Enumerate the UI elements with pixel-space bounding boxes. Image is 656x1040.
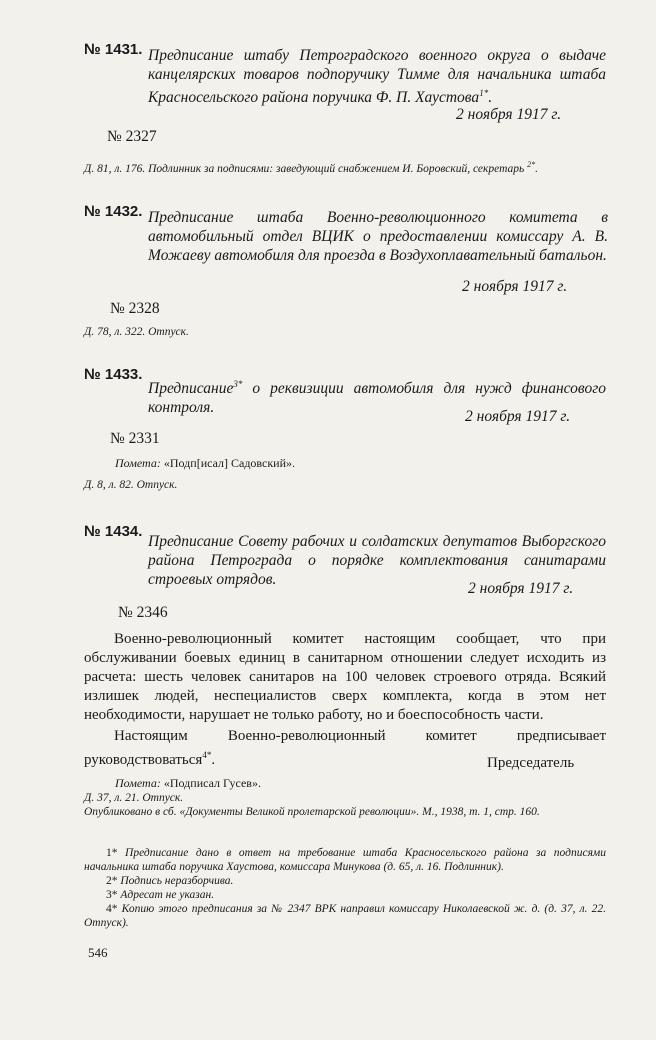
doc-1433-date: 2 ноября 1917 г. [465, 408, 571, 425]
doc-1432-number: № 1432. [84, 203, 143, 220]
doc-1432-reg-number: № 2328 [110, 300, 160, 317]
doc-1433-source: Д. 8, л. 82. Отпуск. [84, 479, 178, 491]
doc-1434-date: 2 ноября 1917 г. [468, 580, 574, 597]
footnote-4: 4* Копию этого предписания за № 2347 ВРК направил комиссару Николаевской ж. д. (д. 37, л. 22. Отпуск). [84, 903, 606, 929]
doc-1434-signer: Председатель [487, 755, 575, 771]
doc-1433-mark: Помета: «Подп[исал] Садовский». [115, 456, 296, 470]
footnote-1: 1* Предписание дано в ответ на требование штаба Красносельского района за подписями начальника штаба поручика Хаустова, комиссара Минукова (д. 65, л. 16. Подлинник). [84, 847, 607, 873]
doc-1434-mark: Помета: «Подписал Гусев». [115, 776, 261, 790]
doc-1432-source: Д. 78, л. 322. Отпуск. [84, 326, 189, 338]
doc-1431-source: Д. 81, л. 176. Подлинник за подписями: заведующий снабжением И. Боровский, секретарь $^{2*}$. [84, 160, 539, 175]
footnotes [84, 846, 606, 930]
footnote-2: 2* Подпись неразборчива. [106, 875, 234, 887]
doc-1431-date: 2 ноября 1917 г. [456, 106, 562, 123]
doc-1434-publication: Опубликовано в сб. «Документы Великой пролетарской революции». М., 1938, т. 1, стр. 160. [84, 806, 540, 818]
footnote-3: 3* Адресат не указан. [106, 889, 215, 901]
doc-1434-paragraph-1: Военно-революционный комитет настоящим сообщает, что при обслуживании боевых единиц в санитарном отношении следует исходить из расчета: шесть человек санитаров на 100 человек строевого отряда. Всякий излишек людей, неспециалистов сверх комплекта, когда в этом нет необходимости, нарушает не только работу, но и боеспособность части. [84, 631, 606, 723]
doc-1431-number: № 1431. [84, 41, 143, 58]
doc-1433-number: № 1433. [84, 366, 143, 383]
doc-1433-title: Предписание$^{3*}$ о реквизиции автомобиля для нужд финансового контроля. [148, 379, 606, 417]
doc-1434-source: Д. 37, л. 21. Отпуск. [84, 792, 184, 804]
page-number: 546 [88, 945, 108, 960]
doc-1433-reg-number: № 2331 [110, 430, 160, 447]
doc-1432-title: Предписание штаба Военно-революционного комитета в автомобильный отдел ВЦИК о предоставлении комиссару А. В. Можаеву автомобиля для проезда в Воздухоплавательный батальон. [148, 209, 608, 264]
doc-1431-reg-number: № 2327 [107, 128, 157, 145]
doc-1434-body [84, 630, 606, 770]
doc-1432-date: 2 ноября 1917 г. [462, 278, 568, 295]
doc-1431-title: Предписание штабу Петроградского военного округа о выдаче канцелярских товаров подпоручику Тимме для начальника штаба Красносельского района поручика Ф. П. Хаустова$^{1*}$. [148, 47, 606, 107]
doc-1434-reg-number: № 2346 [118, 604, 168, 621]
doc-1434-title: Предписание Совету рабочих и солдатских депутатов Выборгского района Петрограда о порядке комплектования санитарами строевых отрядов. [148, 533, 606, 588]
doc-1434-number: № 1434. [84, 523, 143, 540]
doc-1434-paragraph-2: Настоящим Военно-революционный комитет предписывает руководствоваться$^{4*}$. [84, 728, 606, 768]
